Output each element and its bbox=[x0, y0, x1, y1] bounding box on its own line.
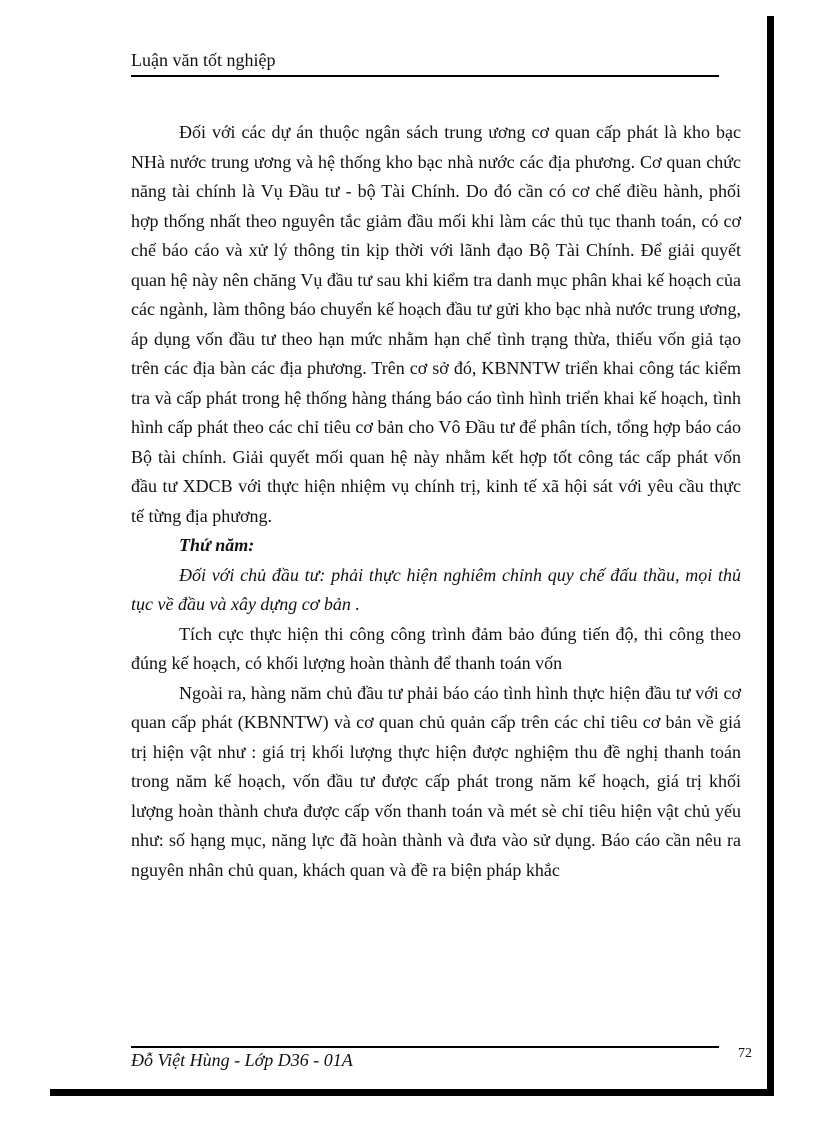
footer-author: Đỗ Việt Hùng - Lớp D36 - 01A bbox=[131, 1050, 353, 1070]
body-text bbox=[131, 118, 741, 885]
paragraph-3: Tích cực thực hiện thi công công trình đảm bảo đúng tiến độ, thi công theo đúng kế hoạch, có khối lượng hoàn thành để thanh toán vốn bbox=[131, 623, 741, 673]
footer-rule bbox=[131, 1046, 719, 1048]
paragraph-4: Ngoài ra, hàng năm chủ đầu tư phải báo cáo tình hình thực hiện đầu tư với cơ quan cấp phát (KBNNTW) và cơ quan chủ quản cấp trên các chỉ tiêu cơ bản về giá trị hiện vật như : giá trị khối lượng thực hiện được nghiệm thu đề nghị thanh toán trong năm kế hoạch, vốn đầu tư được cấp phát trong năm kế hoạch, giá trị khối lượng hoàn thành chưa được cấp vốn thanh toán và mét sè chỉ tiêu hiện vật chủ yếu như: số hạng mục, năng lực đã hoàn thành và đưa vào sử dụng. Báo cáo cần nêu ra nguyên nhân chủ quan, khách quan và đề ra biện pháp khắc bbox=[131, 682, 741, 880]
page-border-bottom bbox=[50, 1089, 774, 1096]
paragraph-1: Đối với các dự án thuộc ngân sách trung ương cơ quan cấp phát là kho bạc NHà nước trung ương và hệ thống kho bạc nhà nước các địa phương. Cơ quan chức năng tài chính là Vụ Đầu tư - bộ Tài Chính. Do đó cần có cơ chế điều hành, phối hợp thống nhất theo nguyên tắc giảm đầu mối khi làm các thủ tục thanh toán, có cơ chế báo cáo và xử lý thông tin kịp thời với lãnh đạo Bộ Tài Chính. Để giải quyết quan hệ này nên chăng Vụ đầu tư sau khi kiểm tra danh mục phân khai kế hoạch của các ngành, làm thông báo chuyển kế hoạch đầu tư gửi kho bạc nhà nước trung ương, áp dụng vốn đầu tư theo hạn mức nhằm hạn chế tình trạng thừa, thiếu vốn giả tạo trên các địa bàn các địa phương. Trên cơ sở đó, KBNNTW triển khai công tác kiểm tra và cấp phát trong hệ thống hàng tháng báo cáo tình hình triển khai kế hoạch, tình hình cấp phát theo các chỉ tiêu cơ bản cho Vô Đầu tư để phân tích, tổng hợp báo cáo Bộ tài chính. Giải quyết mối quan hệ này nhằm kết hợp tốt công tác cấp phát vốn đầu tư XDCB với thực hiện nhiệm vụ chính trị, kinh tế xã hội sát với yêu cầu thực tế từng địa phương. bbox=[131, 122, 741, 526]
header-rule bbox=[131, 75, 719, 77]
paragraph-2: Đối với chủ đầu tư: phải thực hiện nghiêm chỉnh quy chế đấu thầu, mọi thủ tục về đầu và xây dựng cơ bản . bbox=[131, 564, 741, 614]
page-number: 72 bbox=[738, 1046, 752, 1061]
section-heading: Thứ năm: bbox=[179, 535, 255, 555]
running-header: Luận văn tốt nghiệp bbox=[131, 50, 276, 70]
page-border-right bbox=[767, 16, 774, 1094]
